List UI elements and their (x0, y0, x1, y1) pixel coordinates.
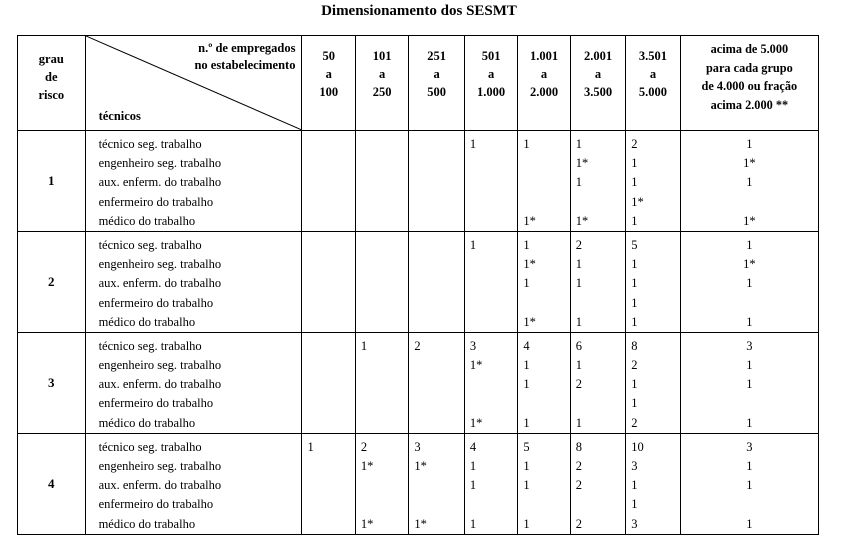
quantity-value (356, 212, 408, 231)
quantity-cell (355, 131, 408, 232)
quantity-value (465, 173, 517, 192)
quantity-value (302, 356, 354, 375)
quantity-value: 1 (631, 396, 638, 411)
quantity-value (356, 274, 408, 293)
quantity-cell (464, 433, 517, 534)
quantity-value: 2 (631, 358, 638, 373)
header-row (18, 36, 819, 131)
quantity-cell (302, 433, 355, 534)
quantity-cell (355, 231, 408, 332)
quantity-cell (680, 131, 818, 232)
technicians-cell (85, 332, 302, 433)
risk-group-row (18, 231, 819, 332)
quantity-cell (302, 332, 355, 433)
technician-label: técnico seg. trabalho (98, 338, 202, 353)
quantity-cell (355, 332, 408, 433)
quantity-value: 1 (523, 237, 530, 252)
quantity-value: 1* (575, 156, 589, 171)
quantity-value: 1* (631, 194, 644, 209)
quantity-value (571, 495, 625, 514)
quantity-value: 2 (575, 478, 583, 493)
header-range-101-250: 101 a 250 (355, 36, 408, 131)
quantity-value: 4 (469, 439, 477, 454)
risk-group-row (18, 332, 819, 433)
quantity-value (409, 394, 463, 413)
quantity-value (356, 173, 408, 192)
technician-label: médico do trabalho (98, 516, 196, 531)
quantity-value: 1* (743, 213, 756, 228)
quantity-value: 1 (523, 516, 530, 531)
quantity-value (302, 394, 354, 413)
quantity-value (409, 135, 463, 154)
quantity-cell (464, 332, 517, 433)
header-range-1001-2000: 1.001 a 2.000 (518, 36, 570, 131)
quantity-value (571, 193, 625, 212)
quantity-value (409, 476, 463, 495)
quantity-cell (355, 433, 408, 534)
quantity-value (409, 255, 463, 274)
quantity-value (356, 414, 408, 433)
quantity-value (356, 154, 408, 173)
risk-group-row (18, 433, 819, 534)
quantity-value (465, 154, 517, 173)
quantity-value: 2 (360, 439, 368, 454)
quantity-value (356, 313, 408, 332)
quantity-value: 1* (469, 358, 483, 373)
quantity-value: 1 (631, 257, 638, 272)
quantity-value (571, 294, 625, 313)
quantity-value: 2 (631, 415, 638, 430)
quantity-value: 5 (523, 439, 530, 454)
quantity-value (302, 154, 354, 173)
technician-label: técnico seg. trabalho (98, 137, 202, 151)
quantity-value: 6 (575, 338, 583, 353)
quantity-value (356, 193, 408, 212)
quantity-value (302, 313, 354, 332)
quantity-cell (518, 231, 570, 332)
quantity-value: 1 (746, 516, 753, 531)
quantity-value (681, 495, 818, 514)
quantity-value: 1 (631, 497, 638, 512)
quantity-value (681, 394, 818, 413)
quantity-value: 1 (631, 478, 638, 493)
quantity-value: 1 (746, 314, 753, 329)
quantity-value: 1 (746, 478, 753, 493)
quantity-value: 1 (469, 137, 477, 151)
quantity-value: 2 (414, 338, 421, 353)
quantity-value (302, 236, 354, 255)
quantity-value: 1 (523, 276, 530, 291)
quantity-value (465, 394, 517, 413)
quantity-value: 1 (575, 314, 583, 329)
header-diagonal-cell (85, 36, 302, 131)
quantity-value: 1* (469, 415, 483, 430)
header-grau-line: grau (38, 52, 64, 66)
quantity-value: 1 (469, 516, 477, 531)
risk-group-row (18, 131, 819, 232)
quantity-cell (570, 231, 625, 332)
quantity-value (302, 212, 354, 231)
quantity-value (356, 394, 408, 413)
quantity-value: 3 (469, 338, 477, 353)
quantity-value (409, 193, 463, 212)
header-grau-risco (18, 36, 86, 131)
quantity-value (409, 212, 463, 231)
quantity-value (409, 414, 463, 433)
quantity-value (518, 173, 569, 192)
quantity-value (465, 495, 517, 514)
quantity-value (409, 274, 463, 293)
quantity-value: 1* (743, 156, 756, 171)
quantity-value: 10 (631, 439, 644, 454)
quantity-cell (518, 332, 570, 433)
quantity-value (302, 515, 354, 534)
quantity-value (302, 173, 354, 192)
quantity-value (465, 313, 517, 332)
quantity-value (356, 294, 408, 313)
quantity-value: 3 (746, 338, 753, 353)
quantity-cell (626, 433, 680, 534)
quantity-value: 1 (575, 175, 583, 190)
quantity-value: 1 (523, 459, 530, 473)
quantity-value (302, 255, 354, 274)
quantity-value: 1 (575, 415, 583, 430)
quantity-value: 1 (746, 175, 753, 190)
quantity-value: 1* (523, 213, 536, 228)
quantity-value (465, 375, 517, 394)
header-range-501-1000: 501 a 1.000 (464, 36, 517, 131)
quantity-value: 1* (414, 459, 427, 473)
quantity-value: 1 (360, 338, 368, 353)
quantity-value: 1 (746, 358, 753, 373)
header-above-5000: acima de 5.000 para cada grupo de 4.000 ou fração acima 2.000 ** (680, 36, 818, 131)
quantity-value (465, 255, 517, 274)
quantity-value (302, 414, 354, 433)
quantity-value: 1 (575, 276, 583, 291)
quantity-value (465, 274, 517, 293)
quantity-cell (570, 131, 625, 232)
quantity-value: 1 (746, 276, 753, 291)
quantity-value: 1* (414, 516, 427, 531)
quantity-value: 1 (469, 478, 477, 493)
quantity-cell (626, 131, 680, 232)
technician-label: técnico seg. trabalho (98, 439, 202, 454)
table-body (18, 131, 819, 535)
quantity-cell (409, 332, 464, 433)
quantity-cell (680, 332, 818, 433)
quantity-cell (409, 433, 464, 534)
quantity-cell (302, 231, 355, 332)
header-range-50-100: 50 a 100 (302, 36, 355, 131)
quantity-value (465, 193, 517, 212)
technician-label: enfermeiro do trabalho (98, 295, 214, 310)
quantity-value: 1 (631, 175, 638, 190)
header-technicians-label: técnicos (98, 109, 141, 123)
quantity-value (518, 495, 569, 514)
quantity-value: 8 (575, 439, 583, 454)
technician-label: enfermeiro do trabalho (98, 497, 214, 512)
technician-label: aux. enferm. do trabalho (98, 175, 222, 190)
quantity-cell (680, 231, 818, 332)
quantity-value (356, 375, 408, 394)
quantity-value: 1 (575, 358, 583, 373)
technician-label: aux. enferm. do trabalho (98, 377, 222, 392)
technician-label: engenheiro seg. trabalho (98, 358, 222, 373)
technician-label: técnico seg. trabalho (98, 237, 202, 252)
quantity-value (302, 476, 354, 495)
quantity-cell (518, 433, 570, 534)
technicians-cell (85, 433, 302, 534)
quantity-value (518, 394, 569, 413)
quantity-value (302, 337, 354, 356)
quantity-cell (570, 332, 625, 433)
sesmt-table (17, 35, 819, 535)
quantity-value: 1 (469, 237, 477, 252)
quantity-value: 1 (469, 459, 477, 473)
quantity-value: 1* (743, 257, 756, 272)
quantity-value: 1 (523, 478, 530, 493)
quantity-value: 2 (575, 377, 583, 392)
quantity-value (302, 457, 354, 476)
technician-label: médico do trabalho (98, 314, 196, 329)
quantity-cell (409, 131, 464, 232)
quantity-cell (626, 332, 680, 433)
quantity-value (302, 495, 354, 514)
header-risco-line: risco (38, 88, 65, 102)
quantity-value: 1 (523, 358, 530, 373)
quantity-value: 4 (523, 338, 530, 353)
quantity-value (409, 375, 463, 394)
quantity-value: 1 (575, 257, 583, 272)
quantity-cell (464, 131, 517, 232)
quantity-value: 3 (746, 439, 753, 454)
technician-label: enfermeiro do trabalho (98, 396, 214, 411)
quantity-value (302, 135, 354, 154)
quantity-value: 2 (575, 516, 583, 531)
quantity-value (409, 495, 463, 514)
quantity-value (356, 236, 408, 255)
header-range-2001-3500: 2.001 a 3.500 (570, 36, 625, 131)
quantity-cell (570, 433, 625, 534)
quantity-value (409, 236, 463, 255)
header-employees-label: n.º de empregados no estabelecimento (194, 41, 296, 72)
header-de-line: de (45, 70, 58, 84)
technician-label: médico do trabalho (98, 213, 196, 228)
header-range-251-500: 251 a 500 (409, 36, 464, 131)
technicians-cell (85, 131, 302, 232)
quantity-value (302, 375, 354, 394)
quantity-cell (518, 131, 570, 232)
quantity-value (409, 154, 463, 173)
quantity-value: 1* (360, 516, 374, 531)
quantity-value: 1* (523, 314, 536, 329)
quantity-value: 1* (360, 459, 374, 473)
quantity-value: 1 (631, 377, 638, 392)
risk-grade-cell: 1 (18, 131, 86, 232)
technician-label: engenheiro seg. trabalho (98, 459, 222, 473)
quantity-value (409, 173, 463, 192)
quantity-value (356, 135, 408, 154)
quantity-value (356, 476, 408, 495)
quantity-value: 1 (746, 237, 753, 252)
quantity-cell (680, 433, 818, 534)
risk-grade-cell: 4 (18, 433, 86, 534)
quantity-cell (464, 231, 517, 332)
quantity-cell (409, 231, 464, 332)
quantity-value: 2 (631, 137, 638, 151)
quantity-value (465, 294, 517, 313)
quantity-value: 1 (523, 415, 530, 430)
table-title: Dimensionamento dos SESMT (321, 3, 517, 19)
quantity-value: 1 (631, 295, 638, 310)
quantity-value (681, 294, 818, 313)
quantity-value: 1 (307, 439, 314, 454)
technician-label: engenheiro seg. trabalho (98, 257, 222, 272)
quantity-value (302, 193, 354, 212)
quantity-value (409, 294, 463, 313)
quantity-value: 8 (631, 338, 638, 353)
quantity-value: 3 (631, 516, 638, 531)
risk-grade-cell: 2 (18, 231, 86, 332)
header-range-3501-5000: 3.501 a 5.000 (626, 36, 680, 131)
quantity-value (518, 294, 569, 313)
quantity-value (409, 356, 463, 375)
technician-label: engenheiro seg. trabalho (98, 156, 222, 171)
technician-label: aux. enferm. do trabalho (98, 478, 222, 493)
quantity-value (356, 495, 408, 514)
quantity-value: 1 (523, 137, 530, 151)
quantity-value: 3 (414, 439, 421, 454)
quantity-value: 1 (746, 137, 753, 151)
quantity-value: 2 (575, 237, 583, 252)
quantity-value (302, 294, 354, 313)
quantity-value (518, 193, 569, 212)
quantity-value: 5 (631, 237, 638, 252)
quantity-cell (302, 131, 355, 232)
quantity-value: 1 (575, 137, 583, 151)
quantity-value: 1 (523, 377, 530, 392)
quantity-value (681, 193, 818, 212)
technician-label: médico do trabalho (98, 415, 196, 430)
quantity-value: 1 (631, 156, 638, 171)
quantity-value (571, 394, 625, 413)
quantity-value (302, 274, 354, 293)
quantity-value: 3 (631, 459, 638, 473)
quantity-value: 1* (523, 257, 536, 272)
quantity-cell (626, 231, 680, 332)
quantity-value (518, 154, 569, 173)
quantity-value (409, 313, 463, 332)
quantity-value (356, 356, 408, 375)
quantity-value: 1* (575, 213, 589, 228)
quantity-value: 1 (631, 213, 638, 228)
quantity-value: 1 (631, 276, 638, 291)
quantity-value: 1 (746, 459, 753, 473)
quantity-value: 1 (746, 415, 753, 430)
quantity-value: 1 (631, 314, 638, 329)
risk-grade-cell: 3 (18, 332, 86, 433)
technician-label: enfermeiro do trabalho (98, 194, 214, 209)
technician-label: aux. enferm. do trabalho (98, 276, 222, 291)
technicians-cell (85, 231, 302, 332)
quantity-value (465, 212, 517, 231)
quantity-value: 1 (746, 377, 753, 392)
quantity-value: 2 (575, 459, 583, 473)
quantity-value (356, 255, 408, 274)
